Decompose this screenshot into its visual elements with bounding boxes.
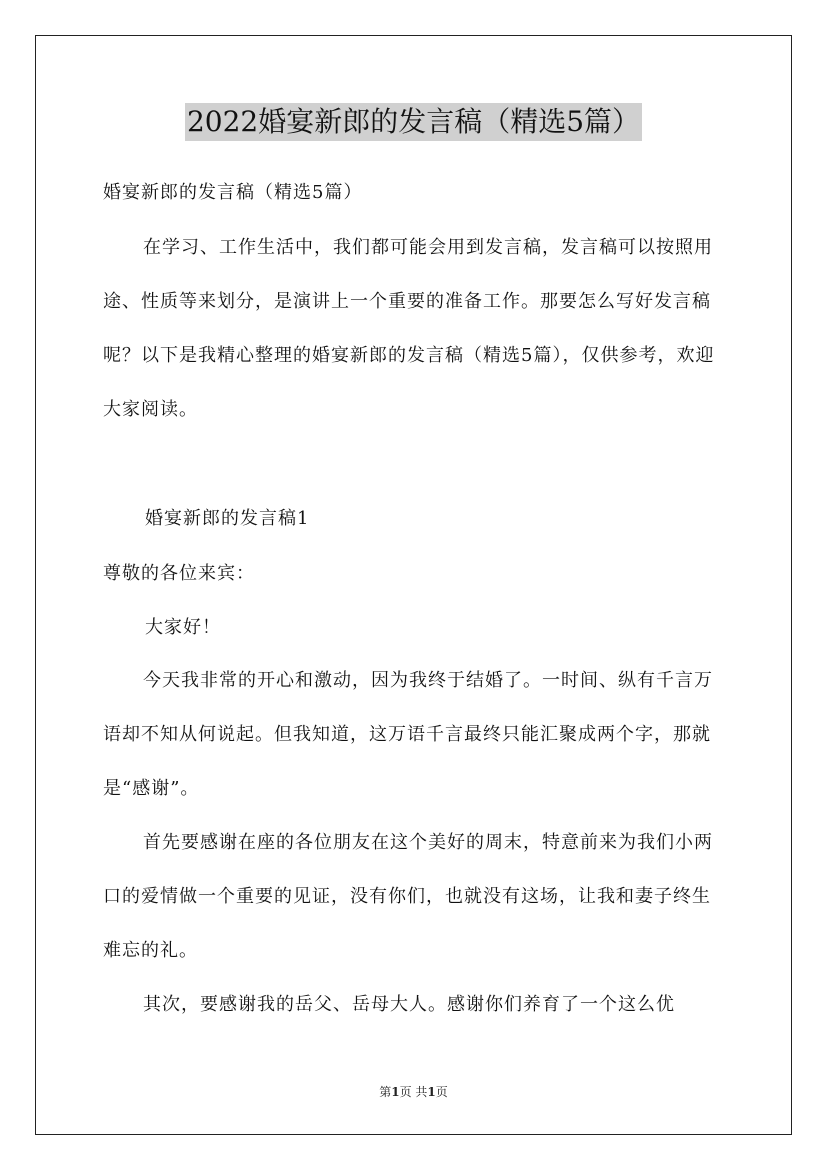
footer-page-number: 1 xyxy=(391,1085,400,1099)
footer-mid: 页 共 xyxy=(399,1085,428,1099)
footer-suffix: 页 xyxy=(435,1085,448,1099)
greeting: 大家好！ xyxy=(145,617,221,638)
page-footer xyxy=(0,1083,827,1100)
section-heading: 婚宴新郎的发言稿1 xyxy=(145,508,310,529)
body-paragraph: 今天我非常的开心和激动，因为我终于结婚了。一时间、纵有千言万语却不知从何说起。但我知道，这万语千言最终只能汇聚成两个字，那就是“感谢”。 xyxy=(103,670,713,799)
intro-paragraph: 在学习、工作生活中，我们都可能会用到发言稿，发言稿可以按照用途、性质等来划分，是演讲上一个重要的准备工作。那要怎么写好发言稿呢？以下是我精心整理的婚宴新郎的发言稿（精选5篇），仅供参考，欢迎大家阅读。 xyxy=(103,237,715,420)
footer-total-pages: 1 xyxy=(427,1085,436,1099)
body-paragraph: 首先要感谢在座的各位朋友在这个美好的周末，特意前来为我们小两口的爱情做一个重要的见证，没有你们，也就没有这场，让我和妻子终生难忘的礼。 xyxy=(103,832,713,961)
document-subtitle: 婚宴新郎的发言稿（精选5篇） xyxy=(103,182,363,203)
salutation: 尊敬的各位来宾： xyxy=(103,563,255,584)
document-title: 2022婚宴新郎的发言稿（精选5篇） xyxy=(185,103,642,141)
body-paragraph: 其次，要感谢我的岳父、岳母大人。感谢你们养育了一个这么优 xyxy=(143,994,675,1015)
footer-prefix: 第 xyxy=(379,1085,392,1099)
